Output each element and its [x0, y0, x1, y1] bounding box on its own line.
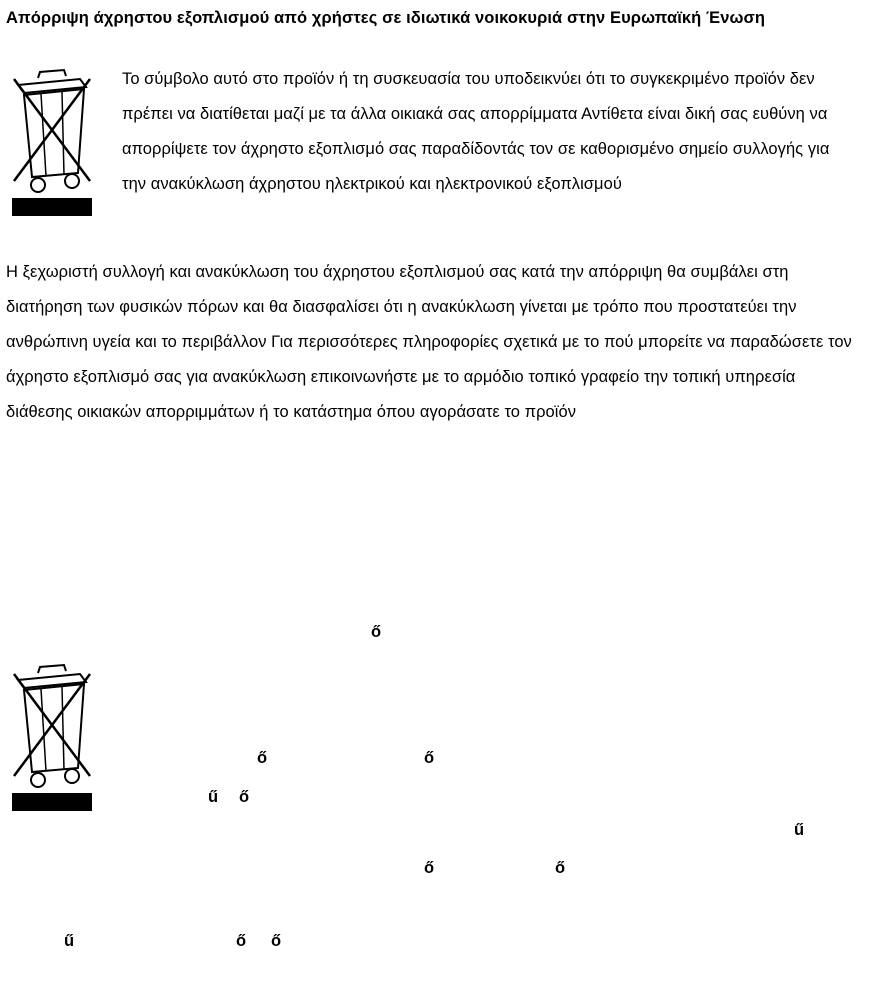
stray-glyph: ő	[239, 788, 250, 806]
page-title: Απόρριψη άχρηστου εξοπλισμού από χρήστες σε ιδιωτικά νοικοκυριά στην Ευρωπαϊκή Ένωση	[6, 9, 766, 27]
stray-glyph: ő	[257, 749, 268, 767]
paragraph-disposal-notice: Το σύμβολο αυτό στο προϊόν ή τη συσκευασία του υποδεικνύει ότι το συγκεκριμένο προϊόν δεν πρέπει να διατίθεται μαζί με τα άλλα οικιακά σας απορρίμματα Αντίθετα είναι δική σας ευθύνη να απορρίψετε τον άχρηστο εξοπλισμό σας παραδίδοντάς τον σε καθορισμένο σημείο συλλογής για την ανακύκλωση άχρηστου ηλεκτρικού και ηλεκτρονικού εξοπλισμού	[122, 70, 830, 193]
stray-glyph: ő	[236, 932, 247, 950]
stray-glyph: ő	[271, 932, 282, 950]
paragraph-recycling-info: Η ξεχωριστή συλλογή και ανακύκλωση του άχρηστου εξοπλισμού σας κατά την απόρριψη θα συμβάλει στη διατήρηση των φυσικών πόρων και θα διασφαλίσει ότι η ανακύκλωση γίνεται με τρόπο που προστατεύει την ανθρώπινη υγεία και το περιβάλλον Για περισσότερες πληροφορίες σχετικά με το πού μπορείτε να παραδώσετε τον άχρηστο εξοπλισμό σας για ανακύκλωση επικοινωνήστε με το αρμόδιο τοπικό γραφείο την τοπική υπηρεσία διάθεσης οικιακών απορριμμάτων ή το κατάστημα όπου αγοράσατε το προϊόν	[6, 263, 852, 421]
stray-glyph: ű	[208, 788, 219, 806]
stray-glyph: ő	[555, 859, 566, 877]
stray-glyph: ő	[424, 859, 435, 877]
stray-glyph: ő	[371, 623, 382, 641]
stray-glyph: ű	[64, 932, 75, 950]
stray-glyph: ű	[794, 821, 805, 839]
weee-bin-icon	[10, 65, 94, 220]
weee-bin-icon-secondary	[10, 660, 94, 815]
stray-glyph: ő	[424, 749, 435, 767]
